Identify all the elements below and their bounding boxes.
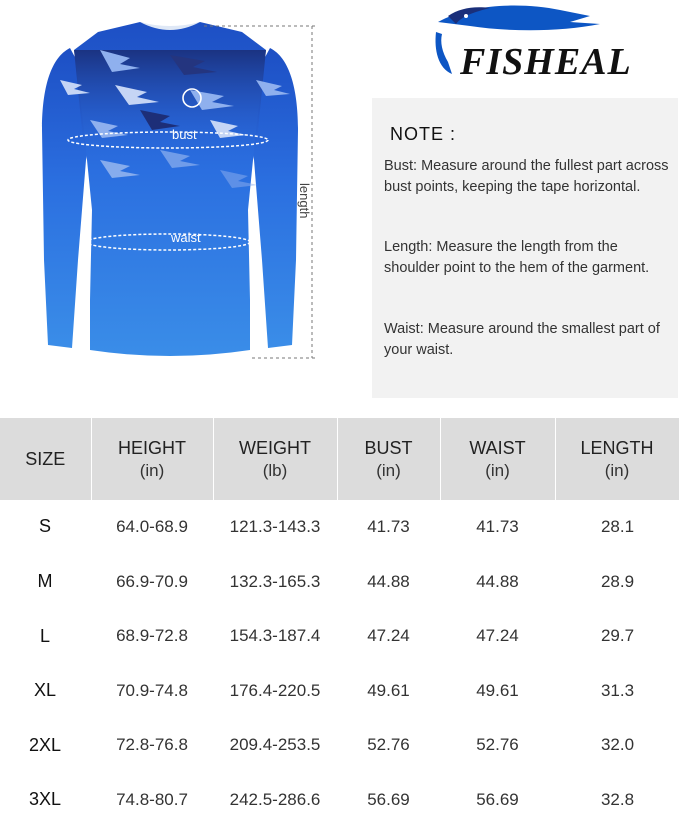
- length-cell: 28.9: [555, 555, 679, 610]
- weight-cell: 154.3-187.4: [213, 609, 337, 664]
- waist-cell: 47.24: [440, 609, 555, 664]
- height-cell: 74.8-80.7: [91, 773, 213, 827]
- bust-cell: 47.24: [337, 609, 440, 664]
- size-cell: 3XL: [0, 773, 91, 827]
- length-cell: 28.1: [555, 500, 679, 555]
- length-cell: 29.7: [555, 609, 679, 664]
- waist-cell: 41.73: [440, 500, 555, 555]
- bust-cell: 44.88: [337, 555, 440, 610]
- bust-cell: 49.61: [337, 664, 440, 719]
- table-row: [0, 555, 679, 610]
- length-cell: 32.8: [555, 773, 679, 827]
- size-cell: 2XL: [0, 718, 91, 773]
- waist-cell: 56.69: [440, 773, 555, 827]
- size-cell: L: [0, 609, 91, 664]
- header-bust: BUST (in): [337, 418, 440, 500]
- length-cell: 31.3: [555, 664, 679, 719]
- note-waist: Waist: Measure around the smallest part of your waist.: [384, 321, 660, 358]
- header-length: LENGTH (in): [555, 418, 679, 500]
- note-title: NOTE :: [390, 124, 457, 144]
- long-sleeve-shirt-image: [20, 10, 320, 370]
- header-height: HEIGHT (in): [91, 418, 213, 500]
- bust-cell: 52.76: [337, 718, 440, 773]
- weight-cell: 121.3-143.3: [213, 500, 337, 555]
- height-cell: 72.8-76.8: [91, 718, 213, 773]
- size-chart-table: [0, 418, 679, 827]
- bust-cell: 41.73: [337, 500, 440, 555]
- height-cell: 70.9-74.8: [91, 664, 213, 719]
- length-label: length: [297, 183, 312, 219]
- waist-label: waist: [171, 230, 201, 245]
- size-cell: XL: [0, 664, 91, 719]
- size-cell: M: [0, 555, 91, 610]
- note-length: Length: Measure the length from the shoulder point to the hem of the garment.: [384, 239, 650, 276]
- waist-cell: 49.61: [440, 664, 555, 719]
- weight-cell: 209.4-253.5: [213, 718, 337, 773]
- header-weight: WEIGHT (lb): [213, 418, 337, 500]
- table-row: [0, 609, 679, 664]
- bust-label: bust: [172, 127, 197, 142]
- note-bust: Bust: Measure around the fullest part across bust points, keeping the tape horizontal.: [384, 158, 669, 195]
- table-row: [0, 500, 679, 555]
- weight-cell: 176.4-220.5: [213, 664, 337, 719]
- table-header-row: [0, 418, 679, 500]
- header-waist: WAIST (in): [440, 418, 555, 500]
- header-size: SIZE: [0, 418, 91, 500]
- brand-name: FISHEAL: [460, 41, 632, 83]
- height-cell: 64.0-68.9: [91, 500, 213, 555]
- note-box: [372, 98, 678, 398]
- shirt-illustration: [20, 10, 320, 370]
- weight-cell: 132.3-165.3: [213, 555, 337, 610]
- table-row: [0, 718, 679, 773]
- bust-cell: 56.69: [337, 773, 440, 827]
- table-row: [0, 773, 679, 827]
- height-cell: 66.9-70.9: [91, 555, 213, 610]
- size-cell: S: [0, 500, 91, 555]
- table-row: [0, 664, 679, 719]
- height-cell: 68.9-72.8: [91, 609, 213, 664]
- waist-cell: 44.88: [440, 555, 555, 610]
- length-cell: 32.0: [555, 718, 679, 773]
- waist-cell: 52.76: [440, 718, 555, 773]
- weight-cell: 242.5-286.6: [213, 773, 337, 827]
